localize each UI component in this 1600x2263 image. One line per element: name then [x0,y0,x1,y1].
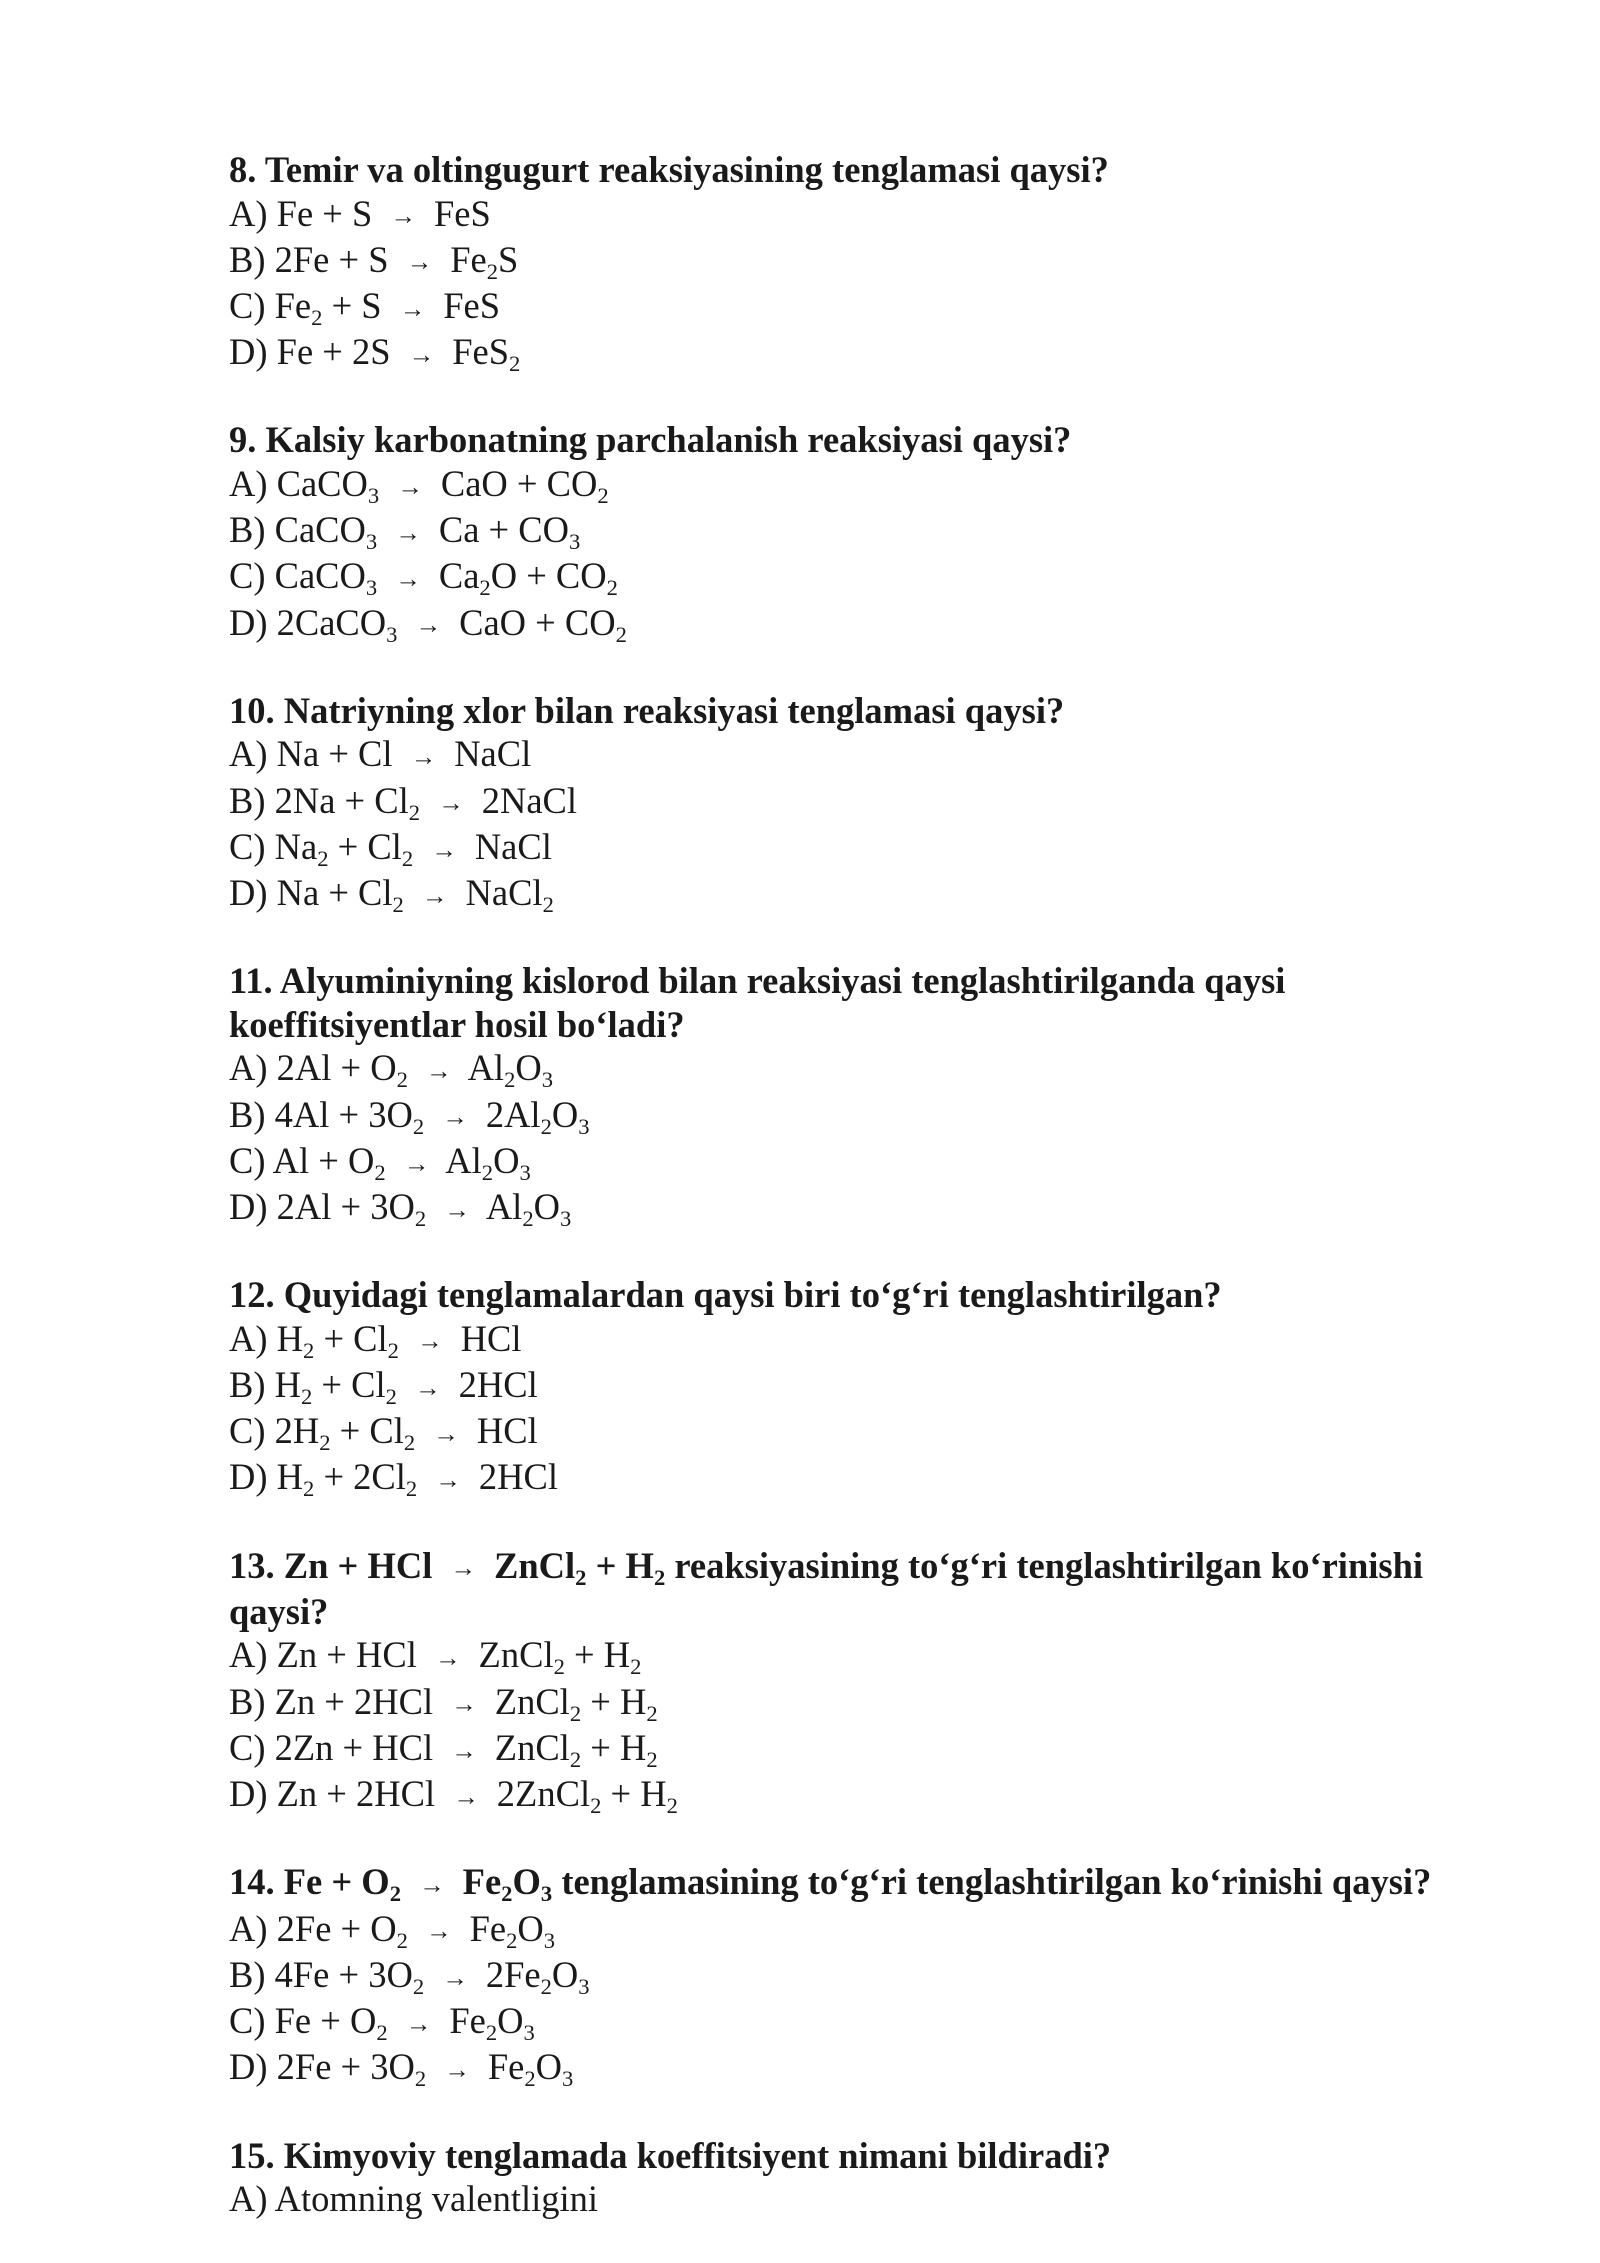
answer-option: D) 2CaCO$_3$ → CaO + $CO_2$ [229,601,627,647]
answer-option: A) $2Al + O_2 \to Al_2O_3$ [229,1047,554,1093]
question-block [229,418,1529,646]
question-title: 9. Kalsiy karbonatning parchalanish reaksiyasi qaysi? [229,419,1072,461]
answer-option: B) CaCO$_3$ → $Ca + CO_3$ [229,509,581,555]
answer-option: C) $Fe_2 + S$ → FeS [229,284,501,331]
answer-option: B) Zn + 2HCl → ZnCl$_2$ + $H_2$ [229,1680,658,1726]
answer-option: D) $Na + Cl_2$ → NaCl$_2$ [229,872,554,918]
answer-option: D) Zn + 2HCl → 2ZnCl$_2$ + $H_2$ [229,1773,678,1819]
answer-option: A) $2Fe + O_2 \to Fe_2O_3$ [229,1907,556,1953]
question-block [229,1860,1529,2091]
question-block [229,1544,1529,1819]
question-title: 12. Quyidagi tenglamalardan qaysi biri to‘g‘ri tenglashtirilgan? [229,1274,1222,1316]
answer-option: B) $2Na + Cl_2$ → 2NaCl [229,779,578,825]
answer-option: D) Fe + 2S → FeS$_2$ [229,331,521,377]
answer-option: A) $H_2 + Cl_2$ → HCl [229,1317,522,1363]
answer-option: D) $H_2 + 2Cl_2 \to 2HCl$ [229,1456,558,1502]
document-page [229,148,1529,2263]
question-title: 11. Alyuminiyning kislorod bilan reaksiyasi tenglashtirilganda qaysi koeffitsiyentlar hosil bo‘ladi? [229,960,1286,1045]
answer-option: A) Zn + HCl → ZnCl$_2$ + $H_2$ [229,1634,642,1680]
answer-option: C) $Al + O_2 \to Al_2O_3$ [229,1139,531,1186]
answer-option: C) $2H_2 + Cl_2$ → HCl [229,1410,538,1456]
answer-option: C) $Fe + O_2 \to Fe_2O_3$ [229,2000,535,2046]
question-title: 8. Temir va oltingugurt reaksiyasining tenglamasi qaysi? [229,149,1109,190]
answer-option: A) CaCO$_3$ → CaO + $CO_2$ [229,462,609,509]
question-title: 13. Zn + HCl → ZnCl$_2$ + $H_2$ reaksiyasining to‘g‘ri tenglashtirilgan ko‘rinishi qaysi? [229,1544,1424,1632]
question-title: 14. $Fe + O_2 \to Fe_2O_3$ tenglamasining to‘g‘ri tenglashtirilgan ko‘rinishi qaysi? [229,1861,1432,1907]
answer-option: A) Atomning valentligini [229,2178,599,2220]
answer-option: B) $4Al + 3O_2 \to 2Al_2O_3$ [229,1093,590,1139]
answer-option: C) $Na_2 + Cl_2$ → NaCl [229,825,552,872]
answer-option: B) $H_2 + Cl_2 \to 2HCl$ [229,1363,538,1410]
question-title: 10. Natriyning xlor bilan reaksiyasi tenglamasi qaysi? [229,689,1065,731]
answer-option: C) CaCO$_3$ → $Ca_2O + CO_2$ [229,555,618,601]
answer-option: D) $2Fe + 3O_2 \to Fe_2O_3$ [229,2046,574,2092]
answer-option: B) $4Fe + 3O_2 \to 2Fe_2O_3$ [229,1953,590,2000]
answer-option: C) 2Zn + HCl → ZnCl$_2$ + $H_2$ [229,1726,658,1773]
question-block [229,2134,1529,2221]
question-block [229,148,1529,376]
question-title: 15. Kimyoviy tenglamada koeffitsiyent nimani bildiradi? [229,2134,1112,2176]
answer-option: A) Fe + S → FeS [229,192,491,234]
answer-option: D) $2Al + 3O_2 \to Al_2O_3$ [229,1186,572,1232]
answer-option: B) $2Fe + S \to Fe_2S$ [229,238,519,284]
question-block [229,1273,1529,1501]
answer-option: A) Na + Cl → NaCl [229,733,532,775]
question-block [229,959,1529,1231]
question-block [229,689,1529,917]
question-list [229,148,1529,2221]
